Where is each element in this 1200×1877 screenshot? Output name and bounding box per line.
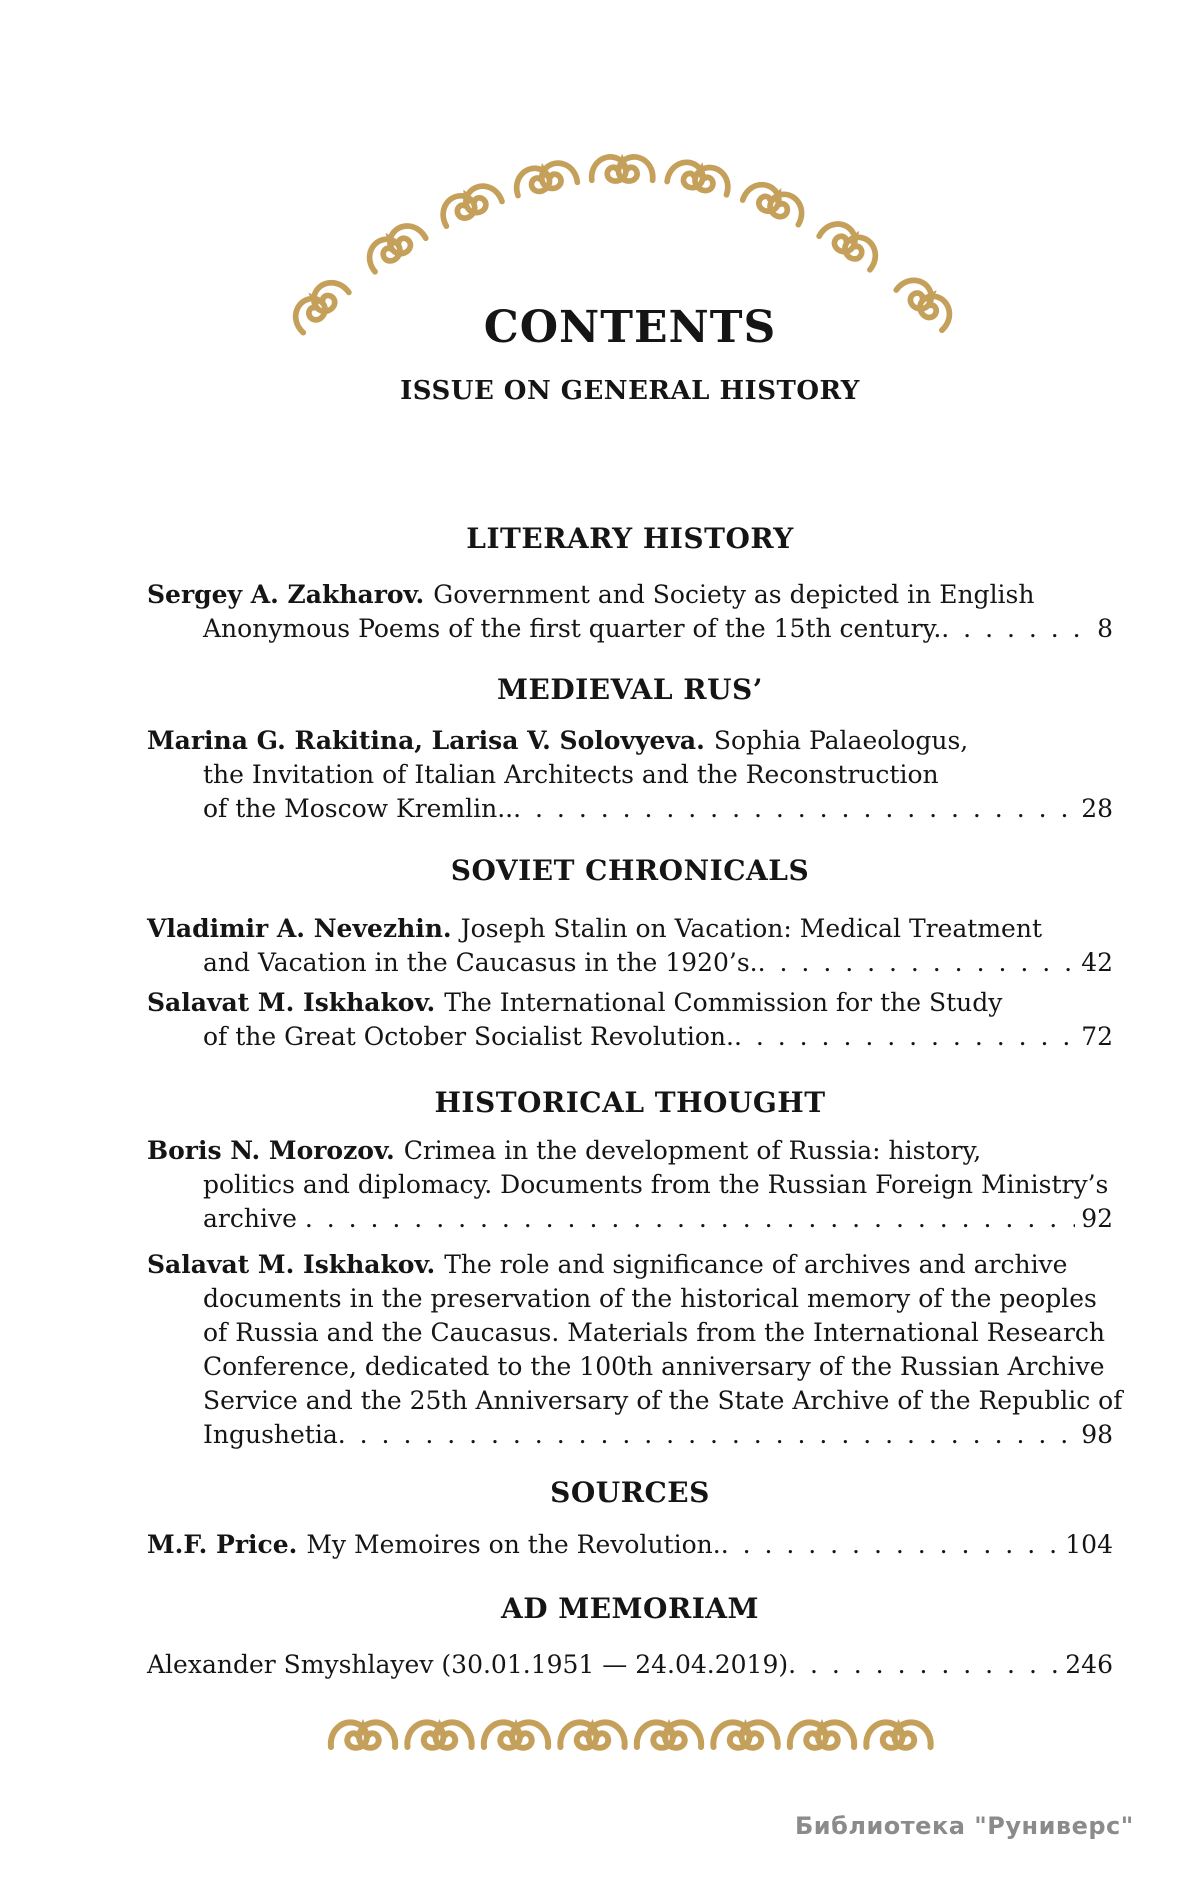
entry-author: Salavat M. Iskhakov. — [147, 988, 436, 1017]
entry-author: Sergey A. Zakharov. — [147, 580, 425, 609]
entry-title-line: politics and diplomacy. Documents from the Russian Foreign Ministry’s — [203, 1170, 1109, 1199]
entry-title-line: documents in the preservation of the historical memory of the peoples — [203, 1284, 1097, 1313]
page-subtitle: ISSUE ON GENERAL HISTORY — [400, 376, 860, 406]
dot-leader — [734, 1020, 1075, 1054]
entry-title-line: My Memoires on the Revolution. — [306, 1530, 721, 1559]
entry-title-line: Crimea in the development of Russia: history, — [403, 1136, 982, 1165]
entry-title-line: Alexander Smyshlayev (30.01.1951 — 24.04.2019) — [147, 1650, 789, 1679]
dot-leader — [758, 946, 1076, 980]
toc-entry-smyshlayev — [147, 1648, 1113, 1682]
entry-title-line: of the Great October Socialist Revolution. — [203, 1022, 734, 1051]
page-number: 28 — [1081, 794, 1113, 823]
toc-entry-iskhakov-2 — [147, 1248, 1123, 1452]
entry-title-line: Sophia Palaeologus, — [713, 726, 969, 755]
entry-title-line: archive — [203, 1204, 305, 1233]
section-heading-soviet: SOVIET CHRONICALS — [450, 854, 810, 887]
entry-title-line: of the Moscow Kremlin.. — [203, 794, 514, 823]
page-number: 246 — [1065, 1650, 1113, 1679]
entry-title-line: Government and Society as depicted in English — [433, 580, 1035, 609]
entry-title-line: Conference, dedicated to the 100th anniversary of the Russian Archive — [203, 1352, 1105, 1381]
band-scroll-ornament — [325, 1712, 937, 1758]
page-number: 42 — [1081, 948, 1113, 977]
entry-title-line: The role and significance of archives and archive — [444, 1250, 1068, 1279]
entry-author: Vladimir A. Nevezhin. — [147, 914, 452, 943]
page-title: CONTENTS — [483, 302, 777, 353]
toc-entry-price — [147, 1528, 1113, 1562]
entry-author: Boris N. Morozov. — [147, 1136, 395, 1165]
section-heading-historical: HISTORICAL THOUGHT — [434, 1086, 826, 1119]
entry-title-line: of Russia and the Caucasus. Materials from the International Research — [203, 1318, 1106, 1347]
toc-entry-zakharov — [147, 578, 1113, 646]
page-number: 72 — [1081, 1022, 1113, 1051]
page-number: 98 — [1081, 1420, 1113, 1449]
entry-title-line: Joseph Stalin on Vacation: Medical Treatment — [460, 914, 1043, 943]
entry-title-line: the Invitation of Italian Architects and the Reconstruction — [203, 760, 939, 789]
dot-leader — [513, 792, 1075, 826]
library-watermark: Библиотека "Руниверс" — [795, 1812, 1134, 1840]
page-number: 8 — [1097, 614, 1113, 643]
section-heading-literary: LITERARY HISTORY — [466, 522, 794, 555]
page-number: 92 — [1081, 1204, 1113, 1233]
dot-leader — [338, 1418, 1075, 1452]
toc-entry-rakitina-solovyeva — [147, 724, 1113, 826]
section-heading-medieval: MEDIEVAL RUS’ — [497, 673, 763, 706]
entry-title-line: Ingushetia — [203, 1420, 338, 1449]
page-number: 104 — [1065, 1530, 1113, 1559]
section-heading-sources: SOURCES — [550, 1476, 710, 1509]
entry-author: Salavat M. Iskhakov. — [147, 1250, 436, 1279]
dot-leader — [788, 1648, 1059, 1682]
dot-leader — [305, 1202, 1075, 1236]
dot-leader — [721, 1528, 1060, 1562]
entry-title-line: Service and the 25th Anniversary of the State Archive of the Republic of — [203, 1386, 1123, 1415]
dot-leader — [941, 612, 1091, 646]
toc-entry-nevezhin — [147, 912, 1113, 980]
entry-title-line: The International Commission for the Study — [444, 988, 1003, 1017]
entry-title-line: Anonymous Poems of the first quarter of the 15th century. — [203, 614, 942, 643]
entry-author: Marina G. Rakitina, Larisa V. Solovyeva. — [147, 726, 705, 755]
entry-title-line: and Vacation in the Caucasus in the 1920’s. — [203, 948, 758, 977]
section-heading-admemoriam: AD MEMORIAM — [500, 1592, 760, 1625]
toc-entry-morozov — [147, 1134, 1113, 1236]
toc-entry-iskhakov-1 — [147, 986, 1113, 1054]
entry-author: M.F. Price. — [147, 1530, 298, 1559]
